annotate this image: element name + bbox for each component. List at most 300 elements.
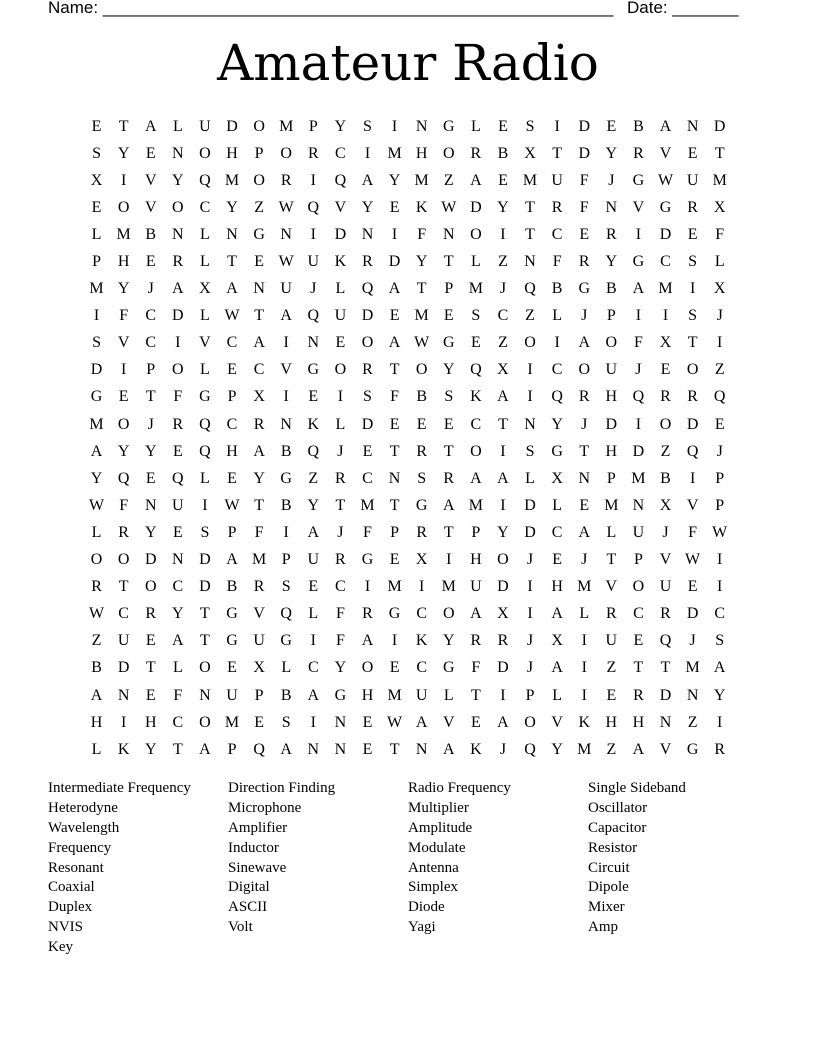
grid-letter: A: [388, 334, 401, 352]
grid-letter: F: [363, 523, 372, 541]
grid-letter: O: [659, 415, 672, 433]
grid-letter: I: [120, 361, 127, 379]
grid-letter: H: [605, 713, 618, 731]
grid-letter: O: [524, 713, 536, 731]
grid-letter: D: [361, 415, 374, 433]
grid-letter: N: [686, 117, 699, 135]
grid-letter: D: [334, 225, 347, 243]
grid-letter: D: [90, 361, 103, 379]
grid-letter: J: [337, 442, 344, 460]
grid-letter: N: [226, 225, 238, 243]
grid-letter: T: [714, 144, 725, 162]
grid-letter: U: [172, 496, 184, 514]
grid-letter: U: [551, 171, 563, 189]
grid-letter: N: [415, 740, 428, 758]
grid-letter: J: [147, 415, 154, 433]
grid-letter: Z: [606, 740, 617, 758]
grid-letter: I: [500, 225, 506, 243]
grid-letter: N: [172, 144, 184, 162]
grid-letter: X: [524, 144, 536, 162]
word-list-item: Heterodyne: [48, 799, 118, 816]
grid-letter: N: [659, 713, 672, 731]
grid-letter: C: [226, 334, 238, 352]
grid-letter: J: [499, 740, 507, 758]
grid-letter: V: [605, 578, 618, 596]
grid-letter: D: [497, 659, 509, 677]
grid-letter: R: [633, 144, 644, 162]
word-list-item: Yagi: [408, 919, 436, 936]
grid-letter: W: [712, 523, 728, 541]
grid-letter: J: [147, 280, 154, 298]
grid-letter: E: [660, 361, 671, 379]
grid-letter: O: [144, 578, 157, 596]
grid-letter: L: [443, 686, 454, 704]
grid-letter: Z: [498, 334, 508, 352]
grid-letter: I: [554, 334, 560, 352]
grid-letter: O: [334, 361, 347, 379]
grid-letter: Q: [199, 171, 211, 189]
grid-letter: M: [414, 307, 429, 325]
grid-letter: F: [552, 253, 562, 271]
grid-letter: H: [415, 144, 428, 162]
grid-letter: J: [608, 171, 615, 189]
grid-letter: P: [715, 469, 725, 487]
grid-letter: K: [307, 415, 320, 433]
grid-letter: P: [390, 523, 400, 541]
grid-letter: R: [578, 253, 590, 271]
grid-letter: A: [388, 280, 401, 298]
grid-letter: H: [632, 713, 645, 731]
grid-letter: I: [283, 388, 289, 406]
grid-letter: Y: [497, 198, 509, 216]
grid-letter: X: [415, 551, 428, 569]
grid-letter: H: [605, 442, 618, 460]
grid-letter: R: [172, 415, 184, 433]
grid-letter: R: [633, 686, 644, 704]
grid-letter: I: [283, 334, 289, 352]
grid-letter: R: [660, 605, 671, 623]
grid-letter: P: [146, 361, 156, 379]
grid-letter: W: [685, 551, 701, 569]
grid-letter: A: [470, 605, 482, 623]
grid-letter: U: [470, 578, 482, 596]
word-list-item: Resonant: [48, 859, 104, 876]
grid-letter: R: [335, 551, 346, 569]
page-title: Amateur Radio: [217, 34, 599, 92]
grid-letter: R: [362, 605, 373, 623]
grid-letter: L: [470, 117, 481, 135]
word-list-item: Resistor: [588, 839, 638, 856]
grid-letter: X: [199, 280, 211, 298]
word-list-item: Single Sideband: [588, 780, 686, 796]
grid-letter: T: [200, 605, 210, 623]
grid-letter: W: [657, 171, 674, 189]
grid-letter: A: [361, 632, 374, 650]
grid-letter: Q: [307, 442, 320, 460]
grid-letter: E: [254, 253, 264, 271]
grid-letter: J: [526, 632, 534, 650]
grid-letter: I: [554, 117, 560, 135]
grid-letter: U: [280, 280, 292, 298]
grid-letter: I: [120, 171, 127, 189]
grid-letter: D: [686, 605, 699, 623]
grid-letter: M: [224, 713, 240, 731]
word-list-item: Radio Frequency: [408, 780, 511, 796]
grid-letter: N: [117, 686, 130, 704]
grid-letter: A: [199, 740, 211, 758]
grid-letter: A: [497, 713, 509, 731]
grid-letter: I: [635, 307, 642, 325]
grid-letter: L: [91, 225, 102, 243]
grid-letter: O: [361, 334, 374, 352]
grid-letter: X: [497, 605, 509, 623]
grid-letter: E: [389, 307, 400, 325]
grid-letter: C: [118, 605, 129, 623]
grid-letter: Q: [307, 198, 320, 216]
grid-letter: Y: [388, 171, 401, 189]
grid-letter: M: [577, 578, 592, 596]
grid-letter: D: [199, 551, 211, 569]
grid-letter: M: [441, 578, 456, 596]
grid-letter: E: [389, 551, 400, 569]
grid-letter: I: [717, 551, 723, 569]
word-list-item: Intermediate Frequency: [48, 780, 191, 796]
grid-letter: E: [172, 523, 183, 541]
grid-letter: H: [470, 551, 482, 569]
grid-letter: N: [334, 740, 347, 758]
grid-letter: Y: [605, 253, 618, 271]
grid-letter: O: [199, 713, 211, 731]
grid-letter: J: [526, 551, 534, 569]
grid-letter: L: [200, 469, 210, 487]
grid-letter: Q: [199, 442, 211, 460]
grid-letter: E: [118, 388, 129, 406]
grid-letter: E: [606, 117, 617, 135]
grid-letter: C: [660, 253, 671, 271]
grid-letter: T: [606, 551, 617, 569]
grid-letter: Z: [660, 442, 671, 460]
grid-letter: E: [91, 117, 102, 135]
grid-letter: M: [387, 144, 402, 162]
grid-letter: R: [335, 469, 346, 487]
grid-letter: B: [660, 469, 671, 487]
grid-letter: I: [337, 388, 344, 406]
grid-letter: D: [388, 253, 401, 271]
grid-letter: I: [717, 713, 723, 731]
grid-letter: M: [89, 415, 104, 433]
grid-letter: G: [199, 388, 211, 406]
grid-letter: L: [91, 523, 102, 541]
grid-letter: Y: [226, 198, 238, 216]
grid-letter: K: [415, 632, 428, 650]
grid-letter: E: [416, 415, 427, 433]
grid-letter: V: [659, 144, 672, 162]
grid-letter: J: [310, 280, 317, 298]
word-list-item: Sinewave: [228, 859, 287, 876]
grid-letter: W: [387, 713, 403, 731]
grid-letter: T: [389, 740, 400, 758]
grid-letter: C: [307, 659, 319, 677]
grid-letter: B: [91, 659, 102, 677]
grid-letter: Q: [524, 280, 536, 298]
grid-letter: I: [120, 713, 127, 731]
grid-letter: Q: [280, 605, 292, 623]
grid-letter: E: [389, 415, 400, 433]
grid-letter: I: [310, 225, 316, 243]
grid-letter: C: [551, 523, 563, 541]
grid-letter: D: [659, 225, 672, 243]
grid-letter: S: [363, 117, 372, 135]
grid-letter: I: [581, 632, 587, 650]
grid-letter: O: [361, 659, 374, 677]
grid-letter: U: [415, 686, 428, 704]
grid-letter: L: [714, 253, 725, 271]
grid-letter: C: [416, 605, 427, 623]
grid-letter: P: [606, 469, 616, 487]
grid-letter: X: [659, 334, 672, 352]
grid-letter: O: [199, 144, 211, 162]
grid-letter: A: [307, 686, 320, 704]
grid-letter: I: [689, 280, 696, 298]
grid-letter: R: [253, 415, 265, 433]
grid-letter: R: [307, 144, 319, 162]
grid-letter: I: [581, 686, 587, 704]
grid-letter: M: [712, 171, 727, 189]
grid-letter: U: [253, 632, 265, 650]
grid-letter: A: [659, 117, 672, 135]
grid-letter: E: [145, 144, 156, 162]
grid-letter: D: [361, 307, 374, 325]
grid-letter: E: [335, 334, 346, 352]
grid-letter: N: [307, 740, 320, 758]
grid-letter: D: [659, 686, 672, 704]
grid-letter: R: [172, 253, 184, 271]
grid-letter: N: [172, 225, 184, 243]
grid-letter: Y: [551, 415, 563, 433]
grid-letter: R: [443, 469, 455, 487]
grid-letter: L: [552, 686, 563, 704]
grid-letter: Y: [117, 280, 130, 298]
grid-letter: E: [254, 713, 264, 731]
word-list-item: Diode: [408, 899, 445, 916]
grid-letter: P: [308, 117, 318, 135]
grid-letter: L: [200, 307, 210, 325]
grid-letter: P: [92, 253, 101, 271]
grid-letter: Q: [117, 469, 130, 487]
grid-letter: I: [635, 415, 642, 433]
grid-letter: V: [144, 198, 157, 216]
grid-letter: H: [144, 713, 157, 731]
grid-letter: L: [525, 469, 535, 487]
grid-letter: E: [633, 632, 644, 650]
grid-letter: G: [307, 361, 320, 379]
grid-letter: J: [526, 659, 534, 677]
grid-letter: C: [551, 361, 563, 379]
grid-letter: E: [308, 388, 319, 406]
grid-letter: L: [172, 117, 183, 135]
grid-letter: E: [91, 198, 102, 216]
grid-letter: P: [227, 740, 237, 758]
grid-letter: A: [90, 442, 103, 460]
grid-letter: J: [499, 280, 507, 298]
grid-letter: J: [716, 307, 723, 325]
grid-letter: Y: [253, 469, 265, 487]
grid-letter: N: [605, 198, 618, 216]
grid-letter: Y: [144, 442, 157, 460]
grid-letter: L: [200, 253, 210, 271]
grid-letter: X: [253, 659, 265, 677]
grid-letter: A: [172, 280, 184, 298]
grid-letter: D: [497, 578, 509, 596]
grid-letter: A: [226, 551, 238, 569]
word-list-item: Capacitor: [588, 819, 647, 836]
grid-letter: G: [280, 469, 292, 487]
grid-letter: R: [416, 523, 427, 541]
word-list-item: Dipole: [588, 879, 629, 896]
grid-letter: R: [362, 253, 373, 271]
grid-letter: L: [552, 307, 563, 325]
grid-letter: B: [280, 442, 292, 460]
grid-letter: A: [632, 280, 645, 298]
grid-letter: D: [226, 117, 238, 135]
grid-letter: A: [90, 686, 103, 704]
grid-letter: Y: [172, 171, 184, 189]
grid-letter: W: [278, 253, 294, 271]
grid-letter: O: [172, 361, 184, 379]
grid-letter: T: [335, 496, 346, 514]
grid-letter: F: [173, 686, 183, 704]
grid-letter: W: [88, 605, 105, 623]
grid-letter: A: [144, 117, 157, 135]
grid-letter: H: [605, 388, 618, 406]
grid-letter: V: [144, 171, 157, 189]
grid-letter: N: [172, 551, 184, 569]
grid-letter: Q: [524, 740, 536, 758]
grid-letter: M: [116, 225, 131, 243]
grid-letter: I: [689, 469, 696, 487]
grid-letter: J: [689, 632, 696, 650]
grid-letter: Y: [117, 144, 130, 162]
grid-letter: V: [334, 198, 347, 216]
grid-letter: E: [389, 659, 400, 677]
grid-letter: V: [632, 198, 645, 216]
grid-letter: C: [335, 578, 346, 596]
grid-letter: C: [145, 307, 157, 325]
grid-letter: F: [715, 225, 725, 243]
grid-letter: C: [145, 334, 157, 352]
word-list-item: Amp: [588, 919, 618, 936]
grid-letter: O: [470, 225, 482, 243]
grid-letter: U: [226, 686, 238, 704]
grid-letter: A: [253, 334, 265, 352]
grid-letter: E: [443, 415, 454, 433]
grid-letter: G: [551, 442, 563, 460]
grid-letter: I: [283, 523, 289, 541]
grid-letter: G: [659, 198, 672, 216]
grid-letter: T: [389, 361, 400, 379]
grid-letter: J: [581, 415, 588, 433]
grid-letter: A: [280, 740, 292, 758]
grid-letter: M: [685, 659, 700, 677]
grid-letter: U: [334, 307, 347, 325]
grid-letter: M: [522, 171, 538, 189]
grid-letter: T: [389, 496, 400, 514]
grid-letter: A: [442, 740, 455, 758]
grid-letter: R: [714, 740, 726, 758]
grid-letter: B: [280, 496, 292, 514]
grid-letter: Y: [117, 442, 130, 460]
word-list-item: Multiplier: [408, 799, 469, 816]
grid-letter: R: [605, 225, 617, 243]
grid-letter: J: [581, 307, 588, 325]
grid-letter: C: [226, 415, 238, 433]
word-list-item: Modulate: [408, 839, 466, 856]
grid-letter: N: [253, 280, 265, 298]
grid-letter: N: [199, 686, 211, 704]
grid-letter: H: [117, 253, 130, 271]
grid-letter: S: [471, 307, 481, 325]
grid-letter: C: [362, 469, 373, 487]
grid-letter: I: [500, 442, 506, 460]
grid-letter: E: [227, 469, 237, 487]
grid-letter: A: [361, 171, 374, 189]
grid-letter: D: [470, 198, 482, 216]
grid-letter: R: [470, 632, 482, 650]
grid-letter: Q: [172, 469, 184, 487]
grid-letter: G: [226, 632, 238, 650]
grid-letter: L: [281, 659, 292, 677]
grid-letter: M: [224, 171, 240, 189]
grid-letter: I: [446, 551, 452, 569]
word-list-item: NVIS: [48, 919, 84, 936]
grid-letter: I: [717, 334, 723, 352]
grid-letter: R: [280, 171, 292, 189]
grid-letter: R: [551, 198, 563, 216]
grid-letter: T: [443, 253, 454, 271]
grid-letter: Y: [172, 605, 184, 623]
grid-letter: I: [202, 496, 208, 514]
grid-letter: I: [310, 713, 316, 731]
grid-letter: Z: [254, 198, 264, 216]
grid-letter: R: [687, 198, 698, 216]
grid-letter: Y: [551, 740, 563, 758]
word-list-item: Coaxial: [48, 879, 95, 896]
grid-letter: O: [470, 442, 482, 460]
grid-letter: Y: [334, 659, 347, 677]
word-list-item: Key: [48, 939, 73, 956]
grid-letter: T: [254, 496, 264, 514]
grid-letter: A: [226, 280, 238, 298]
grid-letter: S: [525, 117, 535, 135]
grid-letter: E: [498, 117, 508, 135]
grid-letter: M: [387, 686, 402, 704]
grid-letter: L: [335, 280, 346, 298]
grid-letter: T: [118, 578, 129, 596]
grid-letter: Y: [361, 198, 374, 216]
grid-letter: H: [226, 442, 238, 460]
grid-letter: U: [686, 171, 699, 189]
grid-letter: Y: [713, 686, 726, 704]
word-list-item: Mixer: [588, 899, 625, 916]
grid-letter: E: [145, 686, 156, 704]
grid-letter: T: [443, 442, 454, 460]
grid-letter: E: [687, 578, 698, 596]
grid-letter: A: [578, 334, 591, 352]
grid-letter: I: [310, 632, 316, 650]
grid-letter: L: [308, 605, 319, 623]
grid-letter: N: [307, 334, 320, 352]
grid-letter: S: [281, 578, 291, 596]
